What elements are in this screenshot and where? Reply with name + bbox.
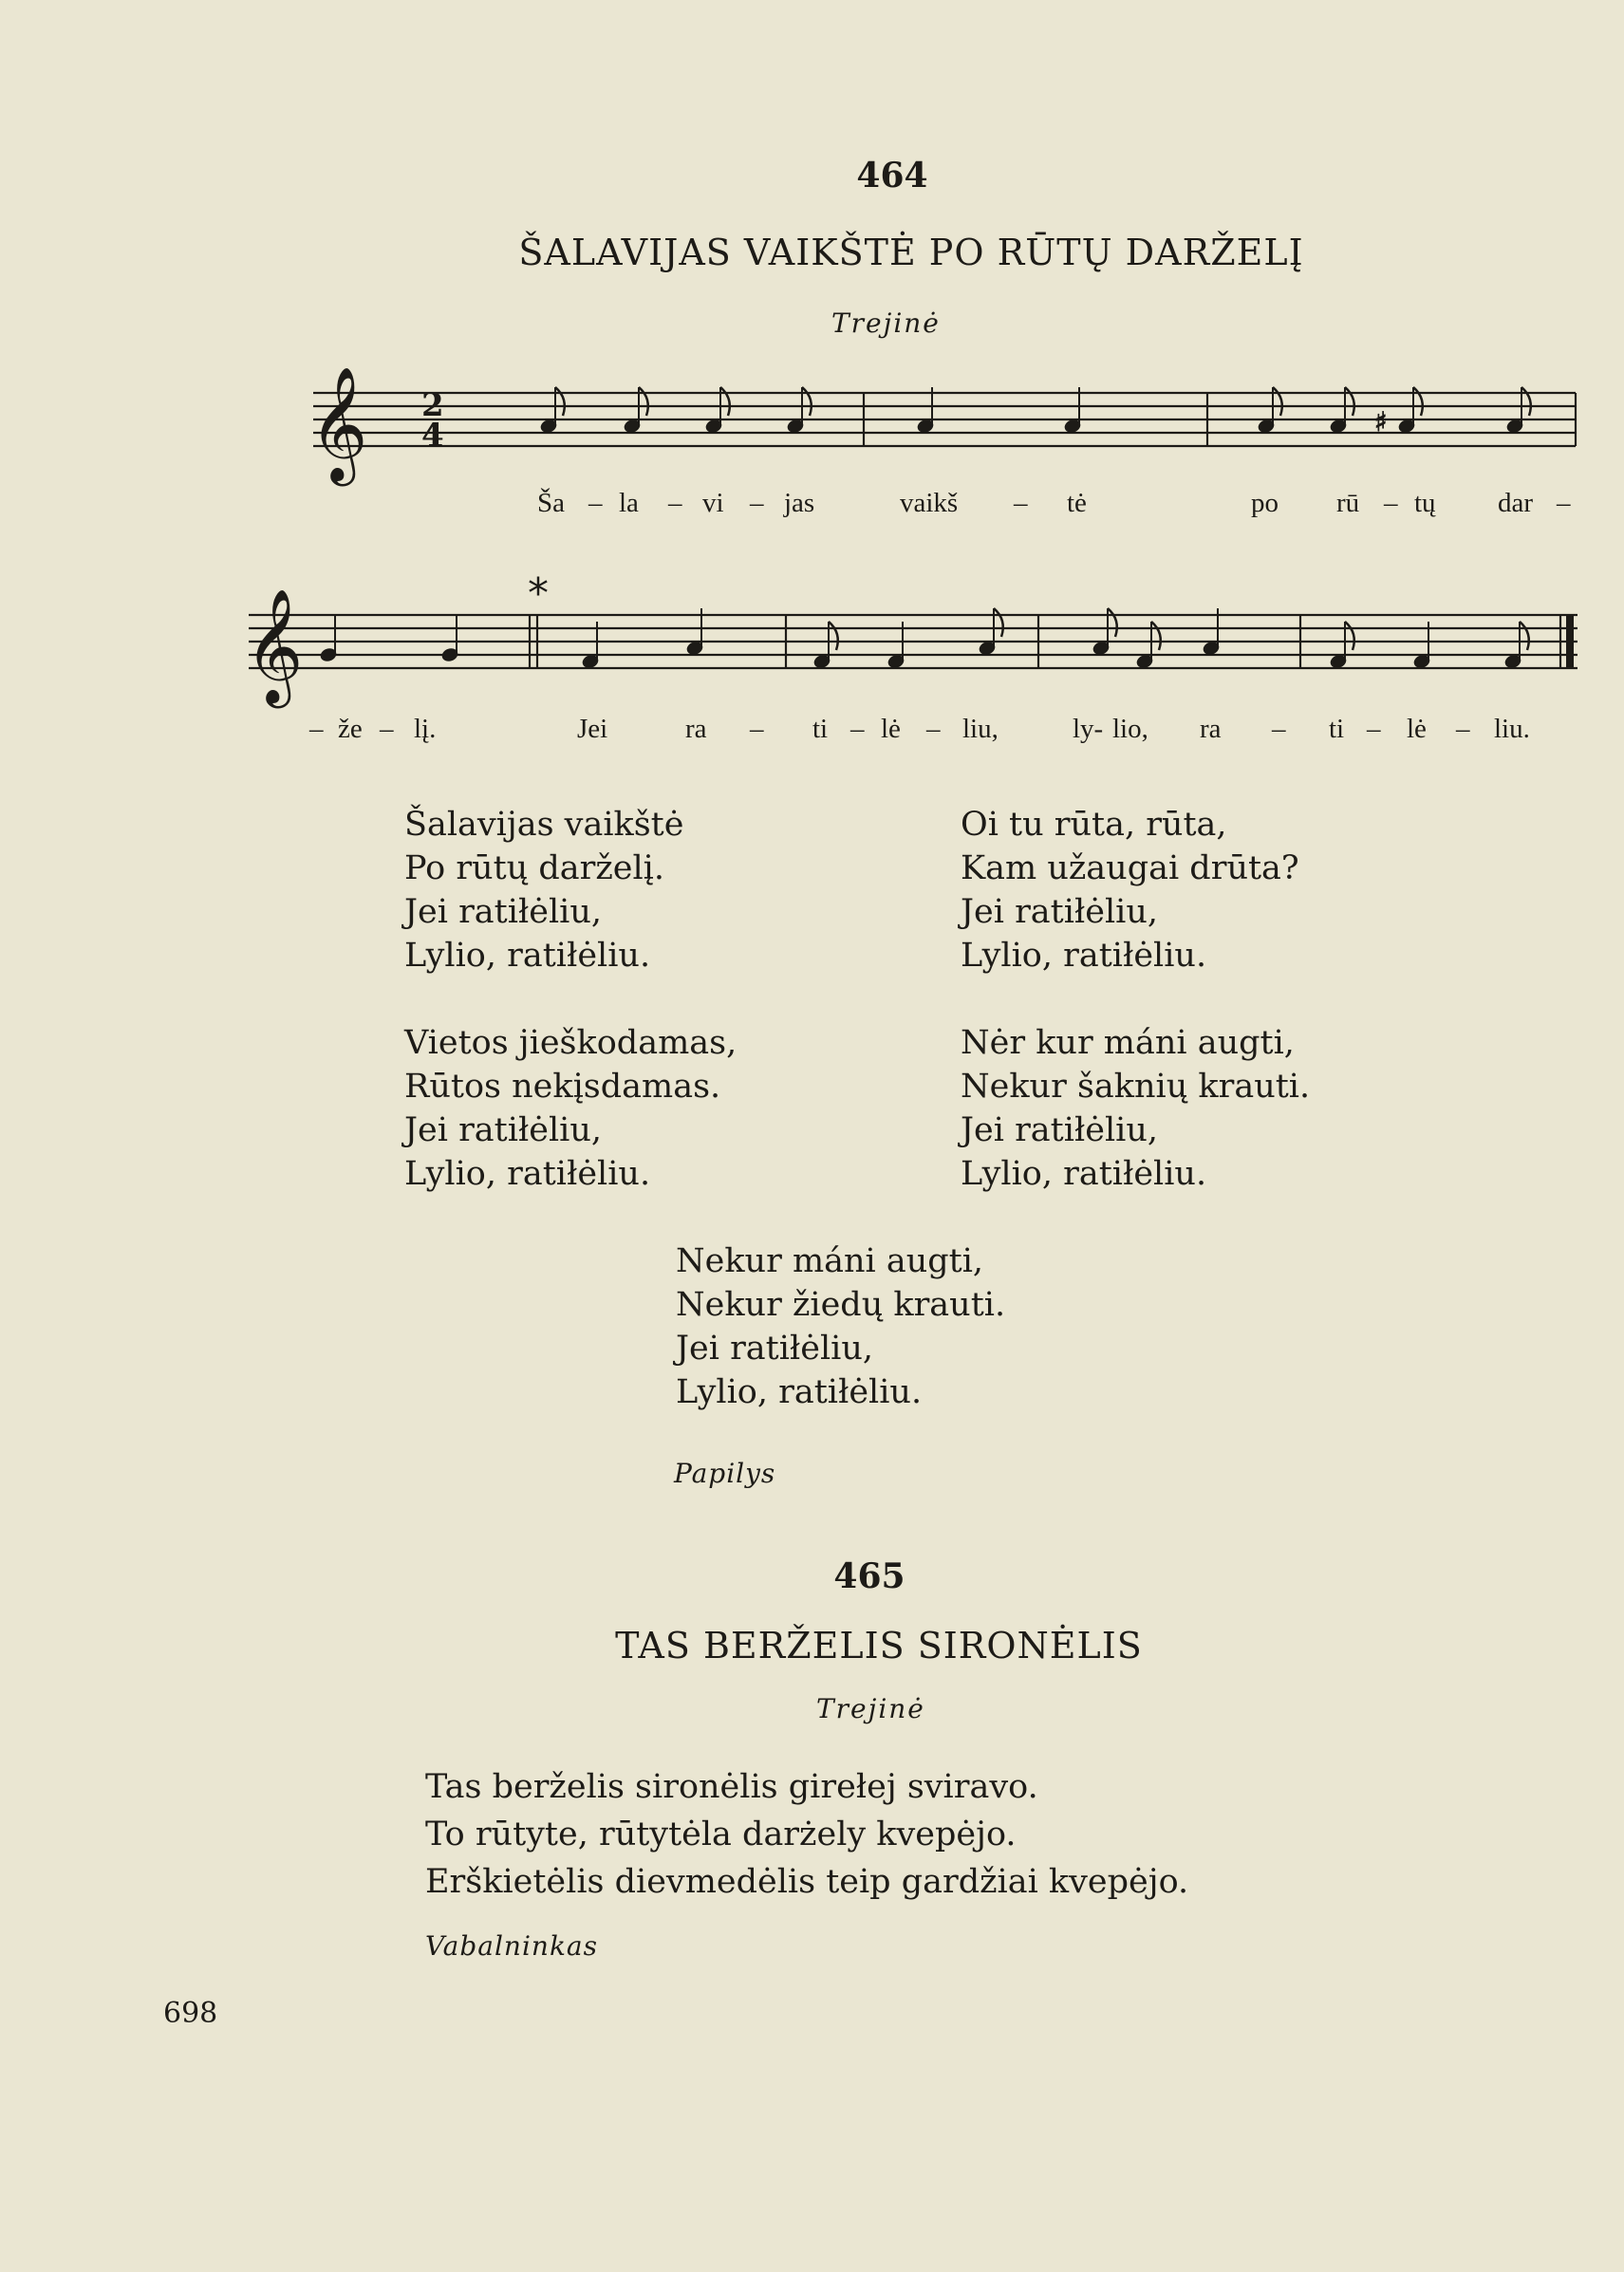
syllable: lė [881,714,901,744]
syllable: rū [1336,488,1360,518]
syllable: – [750,714,764,744]
verse-line: Erškietėlis dievmedėlis teip gardžiai kvepėjo. [425,1863,1189,1901]
song-465-verse [425,1763,1188,1906]
time-sig-bottom: 4 [421,417,444,455]
verse-line: Nekur šaknių krauti. [961,1068,1311,1106]
verse-line: Jei ratiłėliu, [404,1111,603,1149]
final-barline [1566,615,1574,668]
note [1505,387,1530,434]
syllable: lį. [414,714,437,744]
note [1063,387,1081,434]
staff-1-notes [539,387,1530,438]
asterisk-mark: * [528,569,549,618]
sharp-icon: ♯ [1374,406,1388,438]
verse-line: Jei ratiłėliu, [676,1330,874,1368]
song-number-464: 464 [856,156,928,196]
note [1257,387,1281,434]
syllable: – [1456,714,1470,744]
genre-label-464: Trejinė [831,307,941,339]
verse-line: Lylio, ratiłėliu. [961,1155,1207,1193]
syllable: ti [1329,714,1345,744]
syllable: vaikš [900,488,959,518]
page-number: 698 [163,1997,218,2030]
syllable: – [1014,488,1028,518]
syllable: jas [784,488,815,518]
syllable: – [380,714,394,744]
syllable: vi [702,488,724,518]
syllable: ra [685,714,707,744]
syllable: ti [812,714,829,744]
syllable: – [588,488,603,518]
verse-line: Lylio, ratiłėliu. [404,937,651,975]
time-sig-top: 2 [421,386,444,424]
verse-line: Nekur máni augti, [676,1242,984,1280]
stanza-right-1 [961,803,1299,978]
verse-line: Šalavijas vaikštė [404,806,684,844]
song-title-464: ŠALAVIJAS VAIKŠTĖ PO RŪTŲ DARŽELĮ [518,232,1304,273]
verse-line: Jei ratiłėliu, [961,893,1159,931]
syllable: po [1251,488,1279,518]
song-title-465: TAS BERŽELIS SIRONĖLIS [615,1625,1143,1667]
syllable: – [1367,714,1381,744]
stanza-left-1 [404,803,683,978]
verse-line: Po rūtų darželį. [404,849,665,887]
genre-label-465: Trejinė [816,1693,925,1724]
note [786,387,811,434]
note [319,615,337,662]
verse-line: Tas berželis sironėlis girełej sviravo. [425,1768,1038,1806]
syllable: – [1557,488,1571,518]
note [440,615,458,662]
verse-line: To rūtyte, rūtytėla darżely kvepėjo. [425,1816,1017,1853]
syllable: – [750,488,764,518]
verse-line: Lylio, ratiłėliu. [676,1373,923,1411]
syllable: ly- [1073,714,1104,744]
verse-line: Lylio, ratiłėliu. [404,1155,651,1193]
treble-clef-icon: 𝄞 [245,587,304,703]
syllable: liu, [962,714,999,744]
syllable: dar [1498,488,1534,518]
note [916,387,934,434]
note [539,387,564,434]
verse-line: Jei ratiłėliu, [404,893,603,931]
note [1329,387,1353,434]
verse-line: Nėr kur máni augti, [961,1024,1295,1062]
note [623,387,647,434]
syllable: – [1272,714,1286,744]
syllable: liu. [1494,714,1530,744]
syllable: – [850,714,865,744]
place-label-464: Papilys [674,1458,776,1489]
place-label-465: Vabalninkas [425,1930,598,1962]
syllable: že [338,714,363,744]
treble-clef-icon: 𝄞 [309,365,368,481]
verse-line: Jei ratiłėliu, [961,1111,1159,1149]
song-number-465: 465 [833,1556,905,1596]
syllable: – [1384,488,1398,518]
stanza-right-2 [961,1021,1310,1196]
verse-line: Lylio, ratiłėliu. [961,937,1207,975]
syllable: lė [1407,714,1427,744]
syllable: la [619,488,639,518]
syllable: ra [1200,714,1222,744]
note [1397,387,1422,434]
verse-line: Rūtos nekįsdamas. [404,1068,721,1106]
syllable: Jei [577,714,608,744]
verse-line: Vietos jieškodamas, [404,1024,737,1062]
verse-line: Nekur žiedų krauti. [676,1286,1006,1324]
syllable: tų [1414,488,1436,518]
stanza-left-2 [404,1021,737,1196]
syllable: – [309,714,324,744]
syllable: – [668,488,682,518]
syllable: Ša [537,488,565,518]
staff-2-notes [319,608,1528,669]
syllable: – [926,714,941,744]
verse-line: Kam užaugai drūta? [961,849,1299,887]
syllable: lio, [1112,714,1148,744]
note [704,387,729,434]
stanza-center [676,1239,1005,1414]
verse-line: Oi tu rūta, rūta, [961,806,1227,844]
syllable: tė [1067,488,1087,518]
